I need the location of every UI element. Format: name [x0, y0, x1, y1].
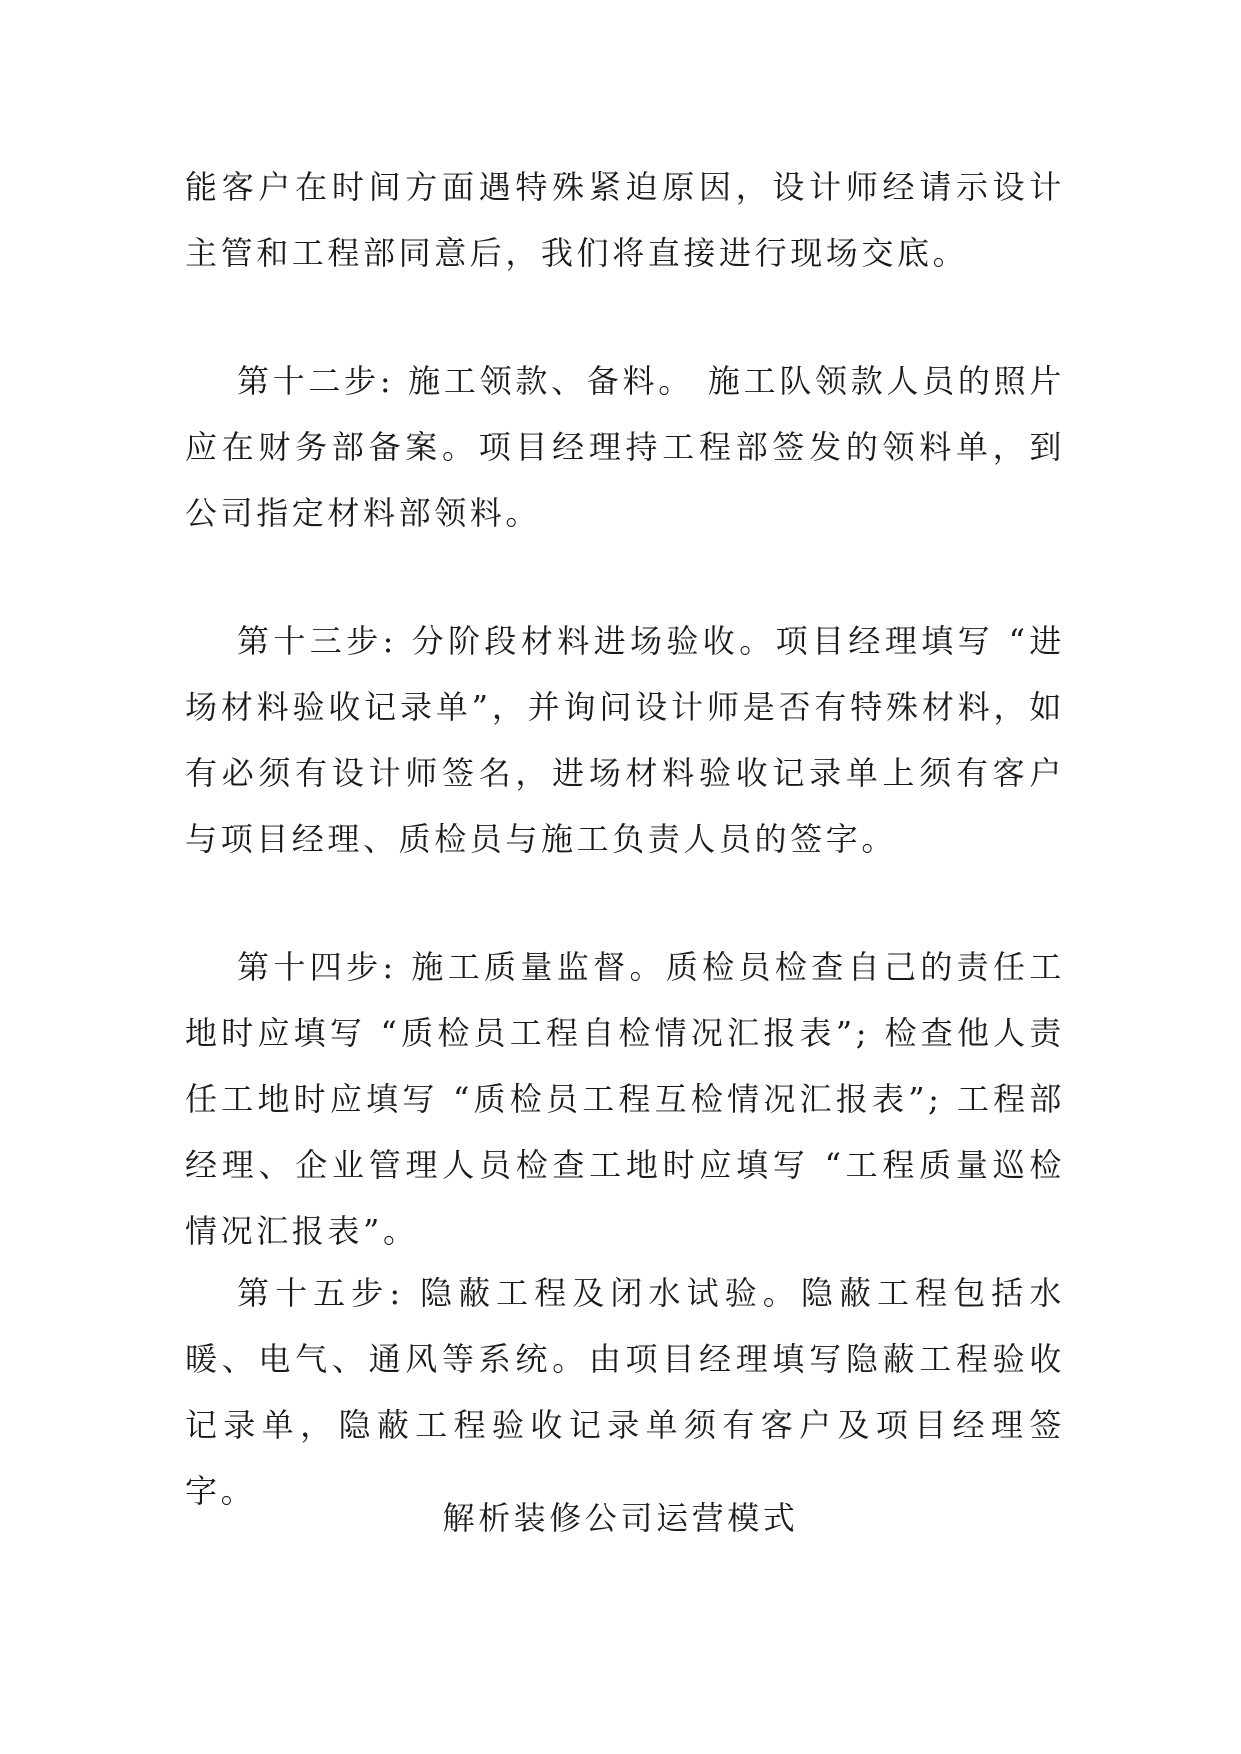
paragraph-step-15: 第十五步: 隐蔽工程及闭水试验。隐蔽工程包括水暖、电气、通风等系统。由项目经理填写隐蔽工程验收记录单，隐蔽工程验收记录单须有客户及项目经理签字。	[185, 1274, 1065, 1510]
paragraph-step-14: 第十四步: 施工质量监督。质检员检查自己的责任工地时应填写 “质检员工程自检情况汇报表”; 检查他人责任工地时应填写 “质检员工程互检情况汇报表”; 工程部经理、企业管理人员检查工地时应填写 “工程质量巡检情况汇报表”。	[185, 948, 1065, 1250]
paragraph-step-13: 第十三步: 分阶段材料进场验收。项目经理填写 “进场材料验收记录单”，并询问设计师是否有特殊材料，如有必须有设计师签名，进场材料验收记录单上须有客户与项目经理、质检员与施工负责人员的签字。	[185, 622, 1065, 858]
paragraph-step-12: 第十二步: 施工领款、备料。 施工队领款人员的照片应在财务部备案。项目经理持工程部签发的领料单，到公司指定材料部领料。	[185, 362, 1065, 532]
footer-title: 解析装修公司运营模式	[442, 1499, 799, 1537]
paragraph-continuation: 能客户在时间方面遇特殊紧迫原因，设计师经请示设计主管和工程部同意后，我们将直接进行现场交底。	[185, 168, 1065, 272]
